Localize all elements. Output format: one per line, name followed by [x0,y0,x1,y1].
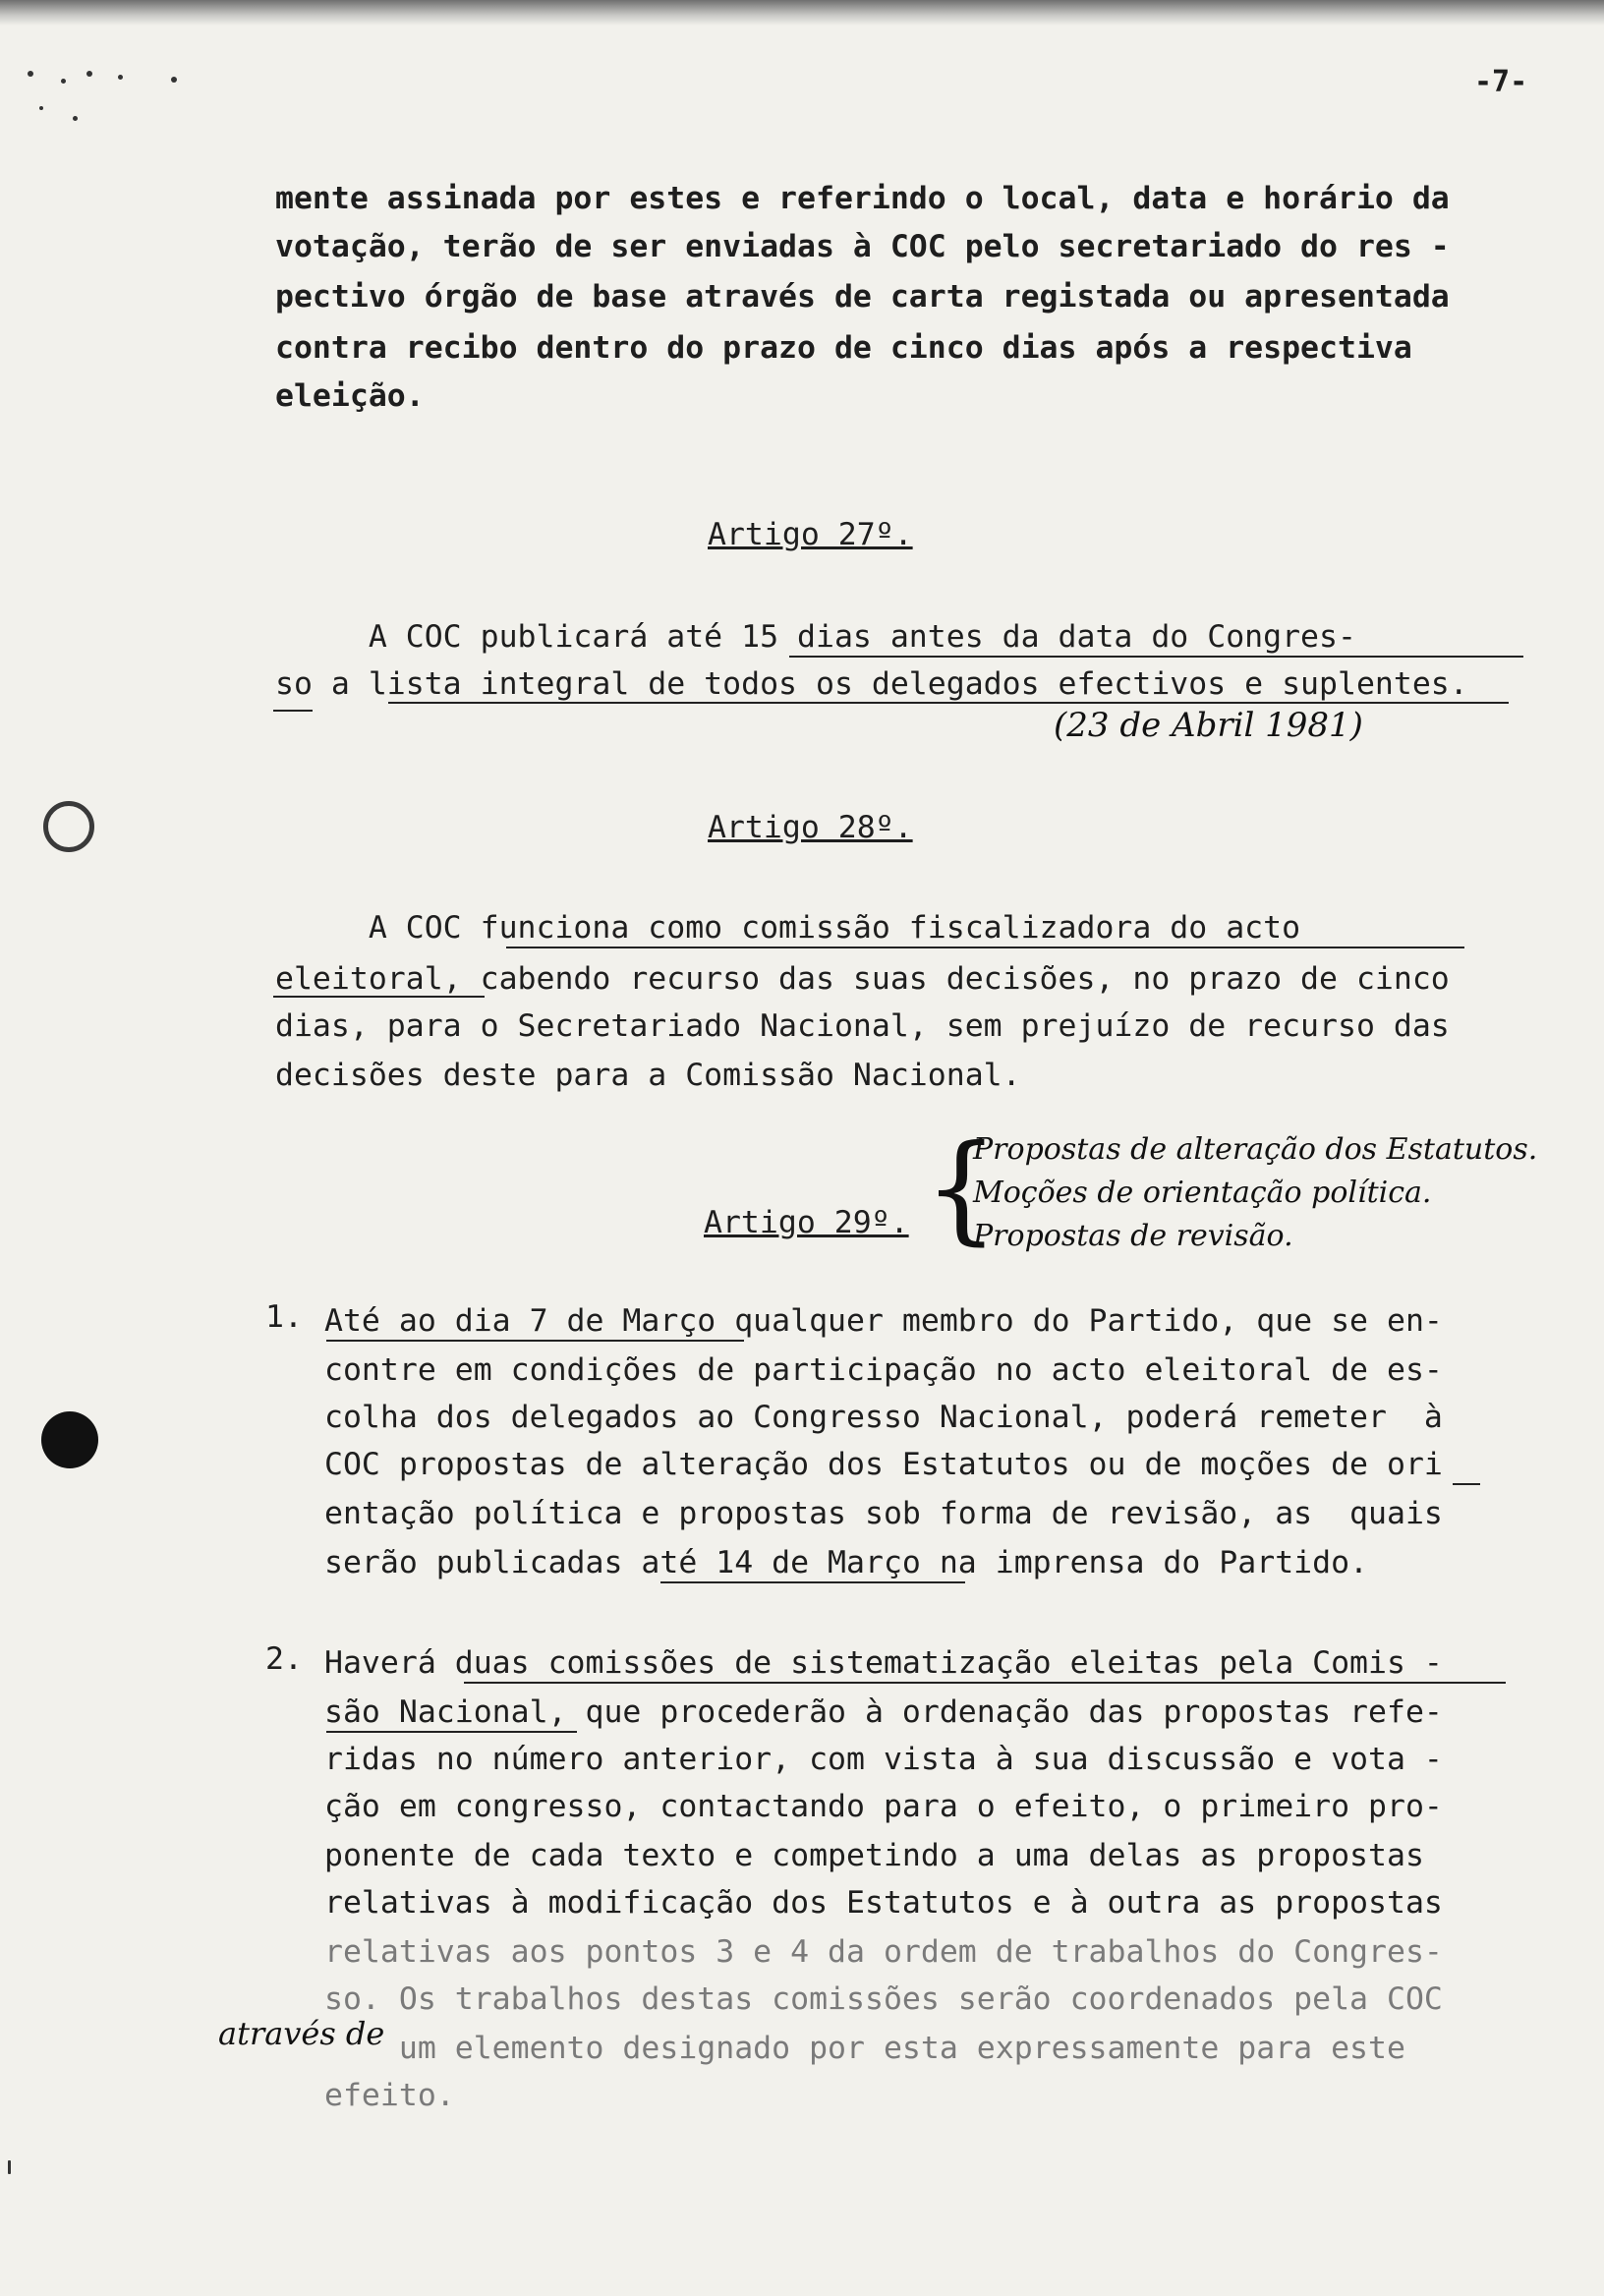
intro-line-4: contra recibo dentro do prazo de cinco dias após a respectiva [275,330,1412,366]
underline-mark [789,656,1523,658]
art29-margin-note-3: Propostas de revisão. [973,1219,1293,1253]
scan-speck [73,116,78,121]
underline-mark [326,1731,577,1733]
item-1-line-6: serão publicadas até 14 de Março na imprensa do Partido. [324,1545,1369,1580]
item-2-line-3: ridas no número anterior, com vista à sua discussão e vota - [324,1742,1443,1777]
art29-heading: Artigo 29º. [704,1205,909,1240]
scan-speck [28,71,33,77]
underline-mark [506,947,1464,948]
art28-line-4: decisões deste para a Comissão Nacional. [275,1058,1021,1093]
intro-line-1: mente assinada por estes e referindo o local, data e horário da [275,181,1450,216]
item-2-line-6: relativas à modificação dos Estatutos e à outra as propostas [324,1885,1443,1921]
underline-mark [660,1581,965,1583]
page-number: -7- [1474,65,1528,99]
art29-margin-note-1: Propostas de alteração dos Estatutos. [973,1132,1538,1167]
item-1-line-5: entação política e propostas sob forma de revisão, as quais [324,1496,1443,1531]
art27-line-2: so a lista integral de todos os delegados efectivos e suplentes. [275,666,1468,702]
underline-mark [464,1682,1506,1684]
item-2-handwritten-insert: através de [218,2015,385,2052]
brace-mark: { [924,1120,1000,1257]
art27-handwritten-date: (23 de Abril 1981) [1054,706,1363,745]
underline-mark [326,1340,744,1342]
item-2-line-2: são Nacional, que procederão à ordenação das propostas refe- [324,1694,1443,1730]
art28-line-3: dias, para o Secretariado Nacional, sem prejuízo de recurso das [275,1008,1450,1044]
underline-mark [388,702,1509,704]
item-2-line-9: um elemento designado por esta expressamente para este [324,2031,1405,2066]
intro-line-2: votação, terão de ser enviadas à COC pelo secretariado do res - [275,229,1450,264]
item-1-line-4: COC propostas de alteração dos Estatutos ou de moções de ori [324,1447,1443,1482]
item-1-line-1: Até ao dia 7 de Março qualquer membro do Partido, que se en- [324,1303,1443,1339]
item-2-line-4: ção em congresso, contactando para o efeito, o primeiro pro- [324,1789,1443,1824]
art27-line-1: A COC publicará até 15 dias antes da data do Congres- [275,619,1356,655]
art29-margin-note-2: Moções de orientação política. [973,1176,1432,1210]
scan-speck [118,75,123,80]
intro-line-3: pectivo órgão de base através de carta registada ou apresentada [275,279,1450,315]
scan-speck [8,2160,11,2174]
art27-heading: Artigo 27º. [708,517,913,552]
underline-mark [273,996,485,998]
underline-mark [273,710,313,712]
art28-line-2: eleitoral, cabendo recurso das suas decisões, no prazo de cinco [275,961,1450,997]
scan-speck [86,71,92,77]
item-1-number: 1. [265,1299,303,1335]
item-2-line-8: so. Os trabalhos destas comissões serão coordenados pela COC [324,1981,1443,2017]
item-2-line-7: relativas aos pontos 3 e 4 da ordem de trabalhos do Congres- [324,1934,1443,1970]
underline-mark [1453,1483,1480,1485]
item-2-line-10: efeito. [324,2078,455,2113]
scan-speck [61,79,66,84]
binder-hole-mark [41,1411,98,1468]
item-2-line-1: Haverá duas comissões de sistematização eleitas pela Comis - [324,1645,1443,1681]
art28-line-1: A COC funciona como comissão fiscalizadora do acto [275,910,1301,946]
intro-line-5: eleição. [275,378,425,414]
item-1-line-2: contre em condições de participação no acto eleitoral de es- [324,1352,1443,1388]
art28-heading: Artigo 28º. [708,810,913,845]
binder-ring-mark [43,801,94,852]
scan-speck [39,106,43,110]
item-2-number: 2. [265,1641,303,1677]
item-2-line-5: ponente de cada texto e competindo a uma delas as propostas [324,1838,1424,1873]
scan-speck [171,77,177,83]
item-1-line-3: colha dos delegados ao Congresso Nacional, poderá remeter à [324,1400,1443,1435]
scan-top-edge [0,0,1604,26]
